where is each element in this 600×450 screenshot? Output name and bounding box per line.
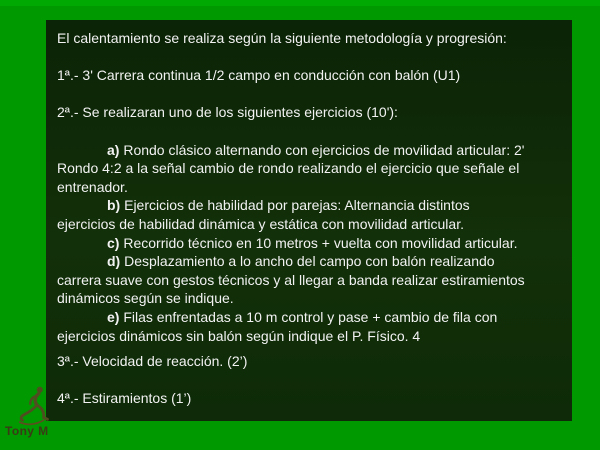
text-line	[57, 66, 568, 85]
text-line	[57, 352, 568, 371]
logo-text: Tony M	[5, 424, 49, 438]
text-line	[57, 271, 568, 290]
text-line	[57, 103, 568, 122]
line-text: dinámicos según se indique.	[57, 290, 234, 307]
line-text: 2ª.- Se realizaran uno de los siguientes ejercicios (10'):	[57, 104, 398, 121]
line-text: Desplazamiento a lo ancho del campo con balón realizando	[120, 253, 495, 270]
text-line	[57, 215, 568, 234]
text-line	[57, 234, 568, 253]
line-text: Ejercicios de habilidad por parejas: Alternancia distintos	[120, 197, 470, 214]
line-text: ejercicios de habilidad dinámica y estática con movilidad articular.	[57, 215, 464, 232]
line-text: Filas enfrentadas a 10 m control y pase + cambio de fila con	[119, 308, 498, 325]
tony-m-logo	[5, 384, 65, 438]
list-letter-bold: e)	[107, 308, 120, 325]
list-letter-bold: c)	[107, 234, 120, 251]
text-line	[57, 308, 568, 327]
footballer-silhouette-icon	[14, 384, 56, 426]
text-line	[57, 371, 568, 390]
line-text: 4ª.- Estiramientos (1’)	[57, 390, 192, 407]
line-text: ejercicios dinámicos sin balón según indique el P. Físico. 4	[57, 327, 421, 344]
text-line	[57, 159, 568, 178]
line-text: El calentamiento se realiza según la siguiente metodología y progresión:	[57, 30, 507, 46]
line-text: 3ª.- Velocidad de reacción. (2’)	[57, 353, 248, 370]
list-letter-bold: a)	[107, 141, 120, 158]
text-line	[57, 29, 568, 48]
text-line	[57, 289, 568, 308]
line-text	[57, 86, 61, 102]
text-line	[57, 122, 568, 141]
text-line	[57, 327, 568, 346]
line-text	[57, 345, 61, 352]
line-text: Rondo 4:2 a la señal cambio de rondo realizando el ejercicio que señale el	[57, 160, 520, 177]
line-text: entrenador.	[57, 178, 128, 195]
text-line	[57, 345, 568, 352]
line-text	[57, 49, 61, 65]
list-letter-bold: d)	[107, 253, 121, 270]
text-line	[57, 48, 568, 67]
text-line	[57, 85, 568, 104]
text-line	[57, 389, 568, 408]
line-text: Rondo clásico alternando con ejercicios de movilidad articular: 2'	[119, 141, 525, 158]
text-line	[57, 178, 568, 197]
text-line	[57, 252, 568, 271]
text-line	[57, 196, 568, 215]
warmup-text-block	[57, 29, 568, 408]
top-sheen	[0, 0, 600, 6]
line-text: Recorrido técnico en 10 metros + vuelta con movilidad articular.	[119, 234, 518, 251]
line-text: 1ª.- 3' Carrera continua 1/2 campo en conducción con balón (U1)	[57, 67, 461, 84]
line-text: carrera suave con gestos técnicos y al llegar a banda realizar estiramientos	[57, 271, 525, 288]
text-line	[57, 141, 568, 160]
line-text	[57, 123, 61, 139]
warmup-panel	[46, 20, 572, 421]
list-letter-bold: b)	[107, 197, 121, 214]
